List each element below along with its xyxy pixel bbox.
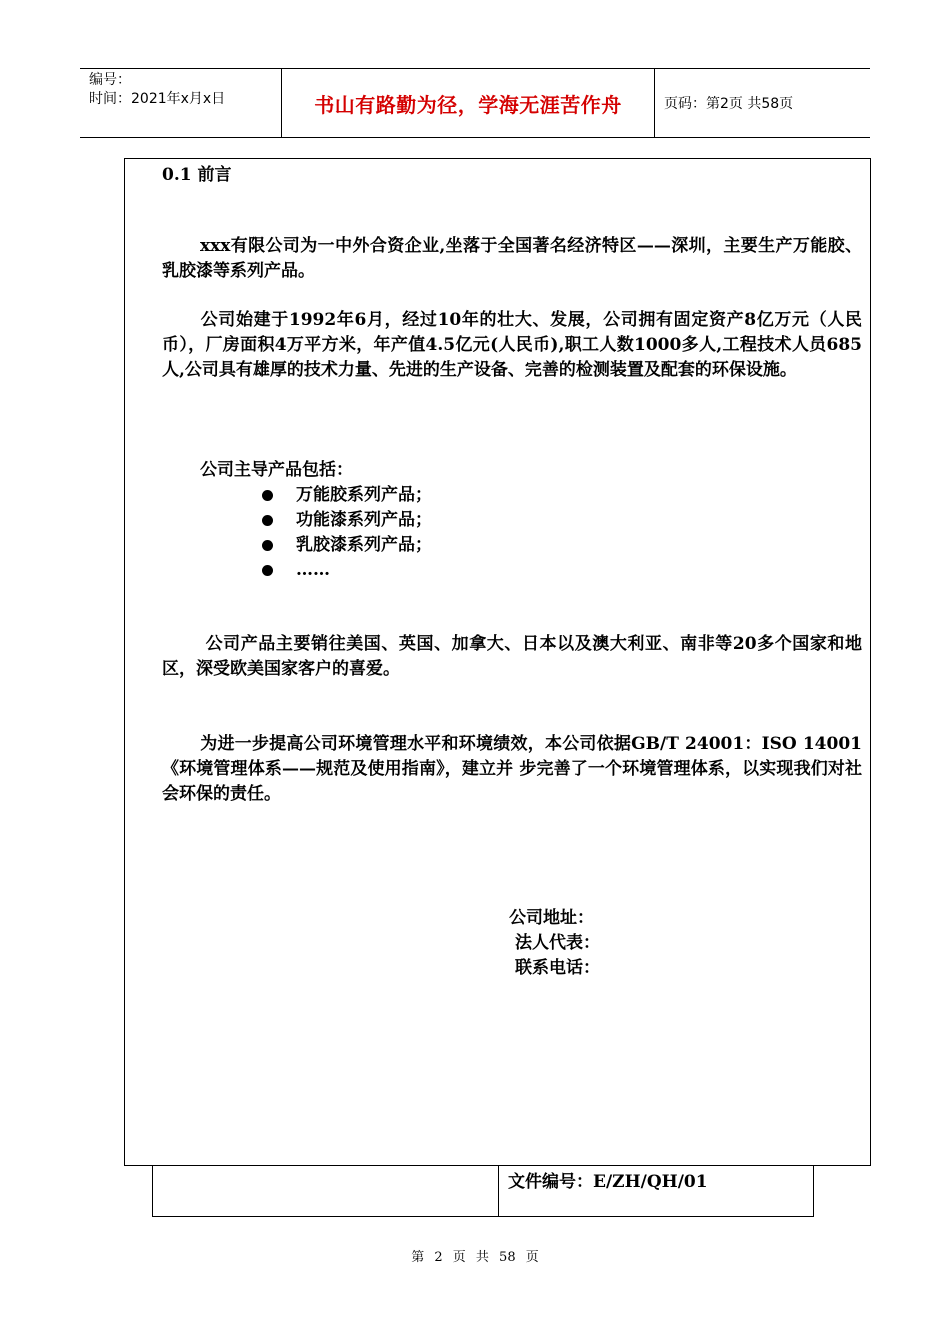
header-motto: 书山有路勤为径，学海无涯苦作舟	[282, 69, 655, 137]
bullet-icon	[262, 490, 273, 501]
history-paragraph	[162, 308, 862, 383]
section-heading: 0.1 前言	[162, 165, 232, 185]
header-meta-cell	[80, 69, 282, 137]
header-page-label: 页码：第2页 共58页	[664, 96, 794, 112]
bullet-icon	[262, 540, 273, 551]
list-item-text: ……	[296, 560, 330, 580]
product-list	[262, 483, 432, 583]
list-item	[262, 558, 432, 583]
footer-left-cell	[153, 1166, 499, 1216]
phone-label: 联系电话：	[515, 958, 600, 978]
list-item	[262, 483, 432, 508]
products-intro	[162, 458, 862, 483]
market-paragraph	[162, 632, 862, 682]
list-item-text: 万能胶系列产品；	[296, 485, 432, 505]
doc-number: 文件编号：E/ZH/QH/01	[508, 1172, 708, 1192]
page-number: 第 2 页 共 58 页	[411, 1250, 539, 1265]
products-intro-text: 公司主导产品包括：	[200, 460, 353, 480]
address-label: 公司地址：	[509, 908, 594, 928]
footer-table	[152, 1166, 814, 1217]
list-item	[262, 508, 432, 533]
bullet-icon	[262, 565, 273, 576]
history-paragraph-text: 公司始建于1992年6月，经过10年的壮大、发展，公司拥有固定资产8亿万元（人民币），厂房面积4万平方米，年产值4.5亿元(人民币),职工人数1000多人,工程技术人员685人,公司具有雄厚的技术力量、先进的生产设备、完善的检测装置及配套的环保设施。	[162, 310, 862, 380]
list-item-text: 乳胶漆系列产品；	[296, 535, 432, 555]
time-label: 时间：2021年x月x日	[89, 91, 226, 107]
legal-rep-label: 法人代表：	[515, 933, 600, 953]
market-paragraph-text: 公司产品主要销往美国、英国、加拿大、日本以及澳大利亚、南非等20多个国家和地区，深受欧美国家客户的喜爱。	[162, 634, 862, 679]
number-label: 编号：	[89, 72, 131, 88]
list-item-text: 功能漆系列产品；	[296, 510, 432, 530]
bullet-icon	[262, 515, 273, 526]
list-item	[262, 533, 432, 558]
intro-paragraph-text: xxx有限公司为一中外合资企业,坐落于全国著名经济特区——深圳，主要生产万能胶、乳胶漆等系列产品。	[162, 236, 862, 281]
policy-paragraph-text: 为进一步提高公司环境管理水平和环境绩效，本公司依据GB/T 24001：ISO 14001《环境管理体系——规范及使用指南》，建立并 步完善了一个环境管理体系，以实现我们对社会环保的责任。	[162, 734, 862, 804]
intro-paragraph	[162, 234, 862, 284]
policy-paragraph	[162, 732, 862, 807]
page-header	[80, 68, 870, 138]
